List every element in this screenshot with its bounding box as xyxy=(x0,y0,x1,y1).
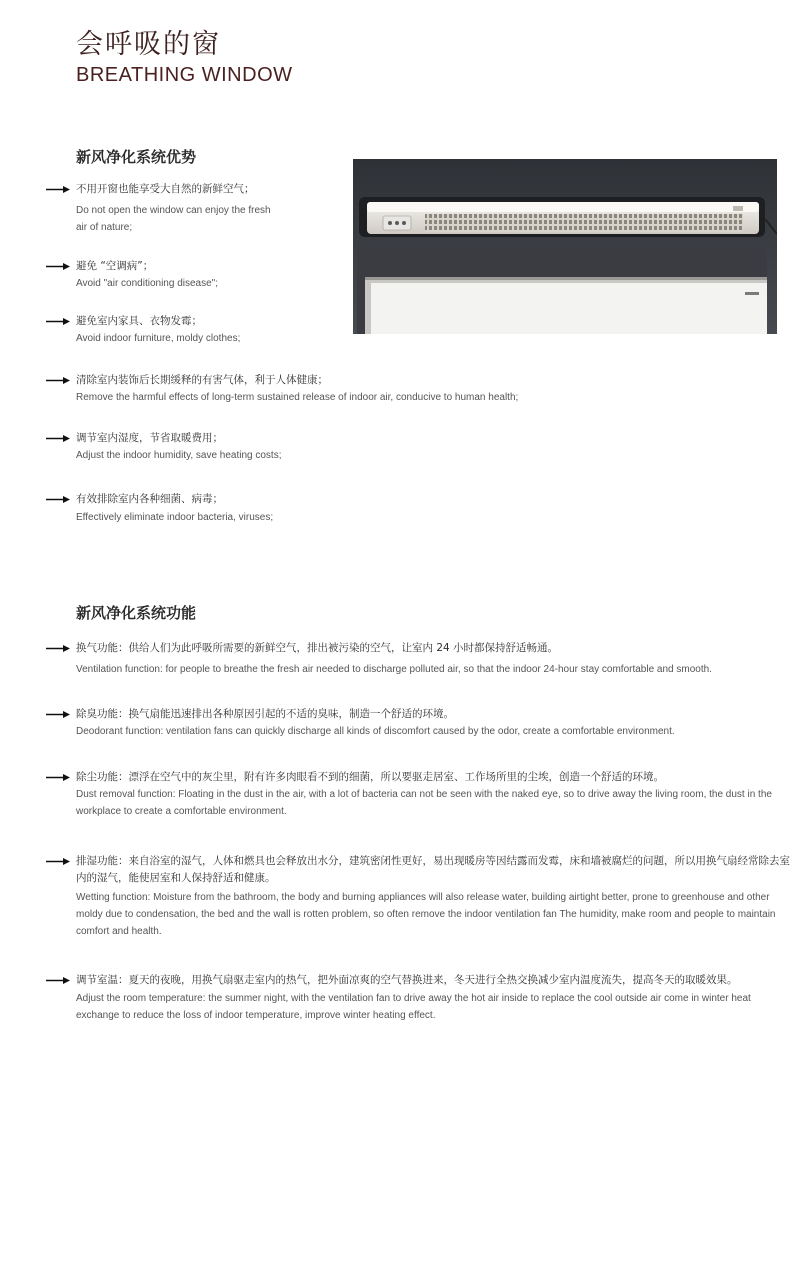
advantage-text-en: Avoid indoor furniture, moldy clothes; xyxy=(76,333,241,344)
advantage-text-en: Avoid "air conditioning disease"; xyxy=(76,278,219,289)
advantage-text-cn: 避免室内家具、衣物发霉； xyxy=(76,315,202,327)
advantage-text-cn: 避免 “空调病”； xyxy=(76,260,154,272)
function-text-cn: 排湿功能：来自浴室的湿气，人体和燃具也会释放出水分，建筑密闭性更好，易出现暖房等因结露而发霉，床和墙被腐烂的问题，所以用换气扇经常除去室内的湿气，能使居室和人保持舒适和健康。 xyxy=(76,855,790,884)
function-text-cn: 除尘功能：漂浮在空气中的灰尘里，附有许多肉眼看不到的细菌，所以要驱走居室、工作场所里的尘埃，创造一个舒适的环境。 xyxy=(76,771,664,783)
advantage-text-en: Remove the harmful effects of long-term sustained release of indoor air, conducive to human health; xyxy=(76,392,519,403)
advantages-heading: 新风净化系统优势 xyxy=(76,148,197,166)
function-text-en: Deodorant function: ventilation fans can quickly discharge all kinds of discomfort caused by the odor, create a comfortable environment. xyxy=(76,726,675,737)
arrow-right-icon xyxy=(46,711,70,717)
arrow-right-icon xyxy=(46,377,70,383)
arrow-right-icon xyxy=(46,858,70,864)
arrow-right-icon xyxy=(46,435,70,441)
advantage-text-cn: 清除室内装饰后长期缓释的有害气体，利于人体健康； xyxy=(76,374,328,386)
page-title-cn: 会呼吸的窗 xyxy=(76,29,221,60)
function-text-en: Wetting function: Moisture from the bathroom, the body and burning appliances will also release water, building airtight better, prone to greenhouse and other moldy due to condensation, the bed and the wall is rotten problem, so often remove the indoor ventilation fan The humidity, make room and people to maintain comfort and health. xyxy=(76,892,776,937)
advantage-text-cn: 有效排除室内各种细菌、病毒； xyxy=(76,493,223,505)
function-text-cn: 换气功能：供给人们为此呼吸所需要的新鲜空气，排出被污染的空气，让室内 24 小时都保持舒适畅通。 xyxy=(76,642,559,654)
advantage-text-en: Do not open the window can enjoy the fresh air of nature; xyxy=(76,205,271,233)
arrow-right-icon xyxy=(46,977,70,983)
advantage-text-en: Adjust the indoor humidity, save heating costs; xyxy=(76,450,282,461)
advantage-text-en: Effectively eliminate indoor bacteria, viruses; xyxy=(76,512,274,523)
arrow-right-icon xyxy=(46,496,70,502)
function-text-cn: 除臭功能：换气扇能迅速排出各种原因引起的不适的臭味，制造一个舒适的环境。 xyxy=(76,708,454,720)
function-text-cn: 调节室温：夏天的夜晚，用换气扇驱走室内的热气，把外面凉爽的空气替换进来，冬天进行全热交换减少室内温度流失，提高冬天的取暖效果。 xyxy=(76,974,738,986)
function-text-en: Adjust the room temperature: the summer night, with the ventilation fan to drive away the hot air inside to replace the cool outside air come in winter heat exchange to reduce the loss of indoor temperature, improve winter heating effect. xyxy=(76,993,751,1021)
function-text-en: Dust removal function: Floating in the dust in the air, with a lot of bacteria can not be seen with the naked eye, so to drive away the living room, the dust in the workplace to create a comfortable environment. xyxy=(76,789,772,817)
advantage-text-cn: 调节室内湿度，节省取暖费用； xyxy=(76,432,223,444)
function-text-en: Ventilation function: for people to breathe the fresh air needed to discharge polluted air, so that the indoor 24-hour stay comfortable and smooth. xyxy=(76,664,712,675)
page-title-en: BREATHING WINDOW xyxy=(76,64,293,86)
arrow-right-icon xyxy=(46,645,70,651)
arrow-right-icon xyxy=(46,318,70,324)
arrow-right-icon xyxy=(46,774,70,780)
arrow-right-icon xyxy=(46,263,70,269)
arrow-right-icon xyxy=(46,186,70,192)
functions-heading: 新风净化系统功能 xyxy=(76,604,197,622)
advantage-text-cn: 不用开窗也能享受大自然的新鲜空气； xyxy=(76,183,255,195)
